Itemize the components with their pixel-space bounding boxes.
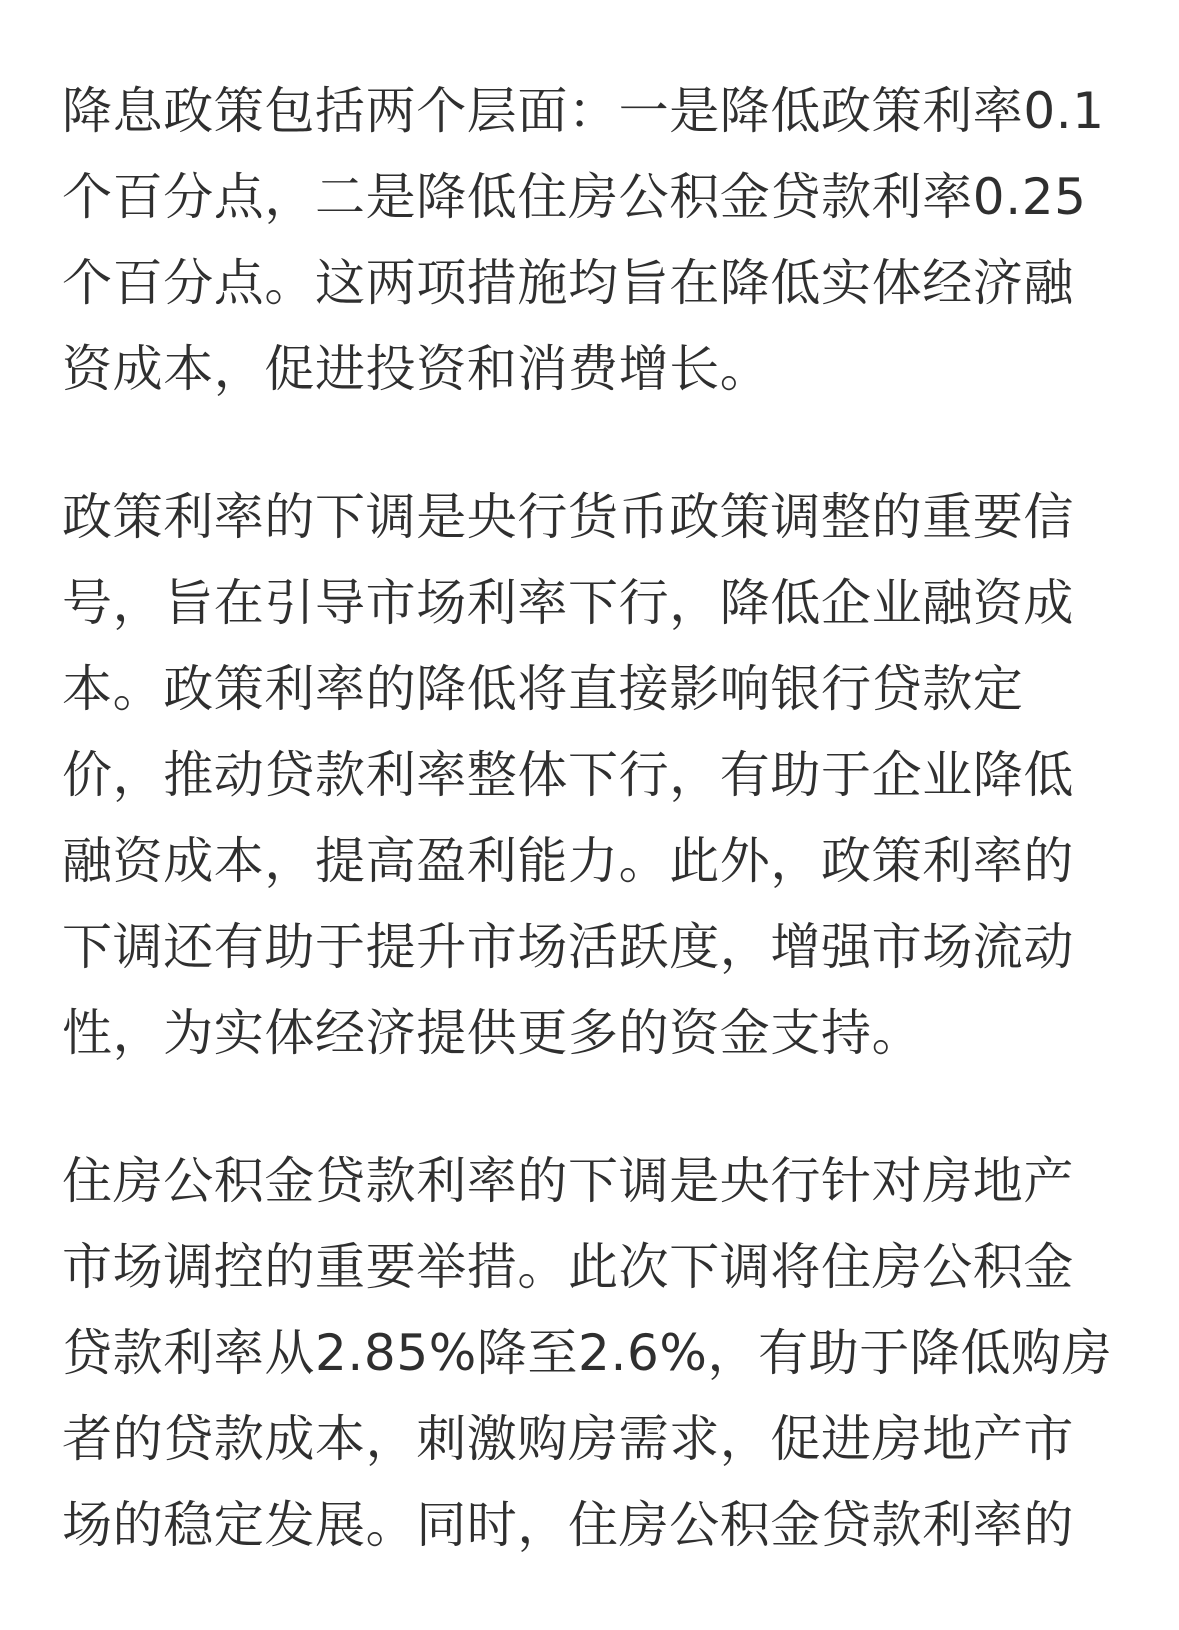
text-line: 融资成本，提高盈利能力。此外，政策利率的	[62, 832, 1074, 890]
text-line: 资成本，促进投资和消费增长。	[62, 340, 771, 398]
text-line: 场的稳定发展。同时，住房公积金贷款利率的	[62, 1496, 1074, 1554]
text-line: 号，旨在引导市场利率下行，降低企业融资成	[62, 574, 1074, 632]
text-line: 贷款利率从2.85%降至2.6%，有助于降低购房	[62, 1324, 1113, 1382]
text-line: 市场调控的重要举措。此次下调将住房公积金	[62, 1238, 1074, 1296]
paragraph-rate-cut-overview	[62, 68, 1120, 412]
text-line: 降息政策包括两个层面：一是降低政策利率0.1	[62, 82, 1105, 140]
text-line: 个百分点。这两项措施均旨在降低实体经济融	[62, 254, 1074, 312]
text-line: 性，为实体经济提供更多的资金支持。	[62, 1004, 923, 1062]
paragraph-housing-fund-rate	[62, 1138, 1120, 1568]
text-line: 个百分点，二是降低住房公积金贷款利率0.25	[62, 168, 1087, 226]
article-body	[62, 68, 1120, 1630]
text-line: 者的贷款成本，刺激购房需求，促进房地产市	[62, 1410, 1074, 1468]
text-line: 住房公积金贷款利率的下调是央行针对房地产	[62, 1152, 1074, 1210]
paragraph-policy-rate	[62, 474, 1120, 1076]
text-line: 价，推动贷款利率整体下行，有助于企业降低	[62, 746, 1074, 804]
text-line: 政策利率的下调是央行货币政策调整的重要信	[62, 488, 1074, 546]
text-line: 下调还有助于提升市场活跃度，增强市场流动	[62, 918, 1074, 976]
text-line: 本。政策利率的降低将直接影响银行贷款定	[62, 660, 1024, 718]
